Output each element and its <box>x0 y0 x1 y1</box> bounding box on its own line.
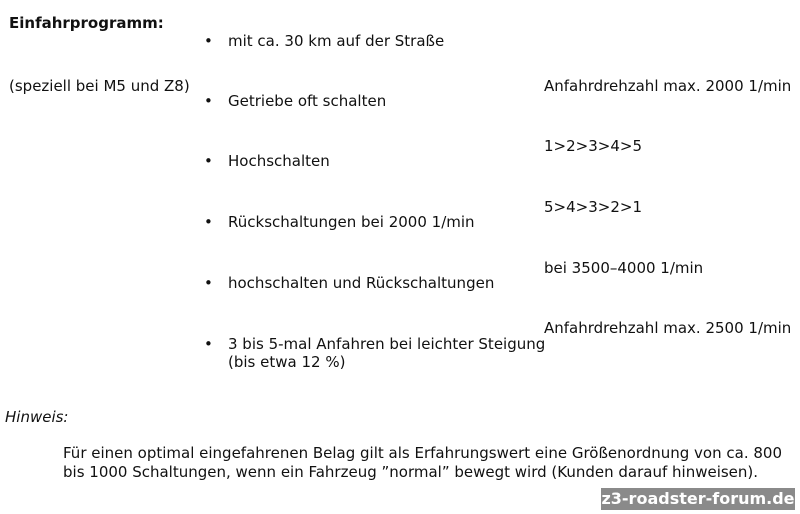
step-5-note: bei 3500–4000 1/min <box>544 259 704 277</box>
hint-label: Hinweis: <box>5 408 69 426</box>
watermark-logo: z3-roadster-forum.de <box>601 489 795 508</box>
bullet-icon: • <box>204 274 213 292</box>
step-2-note: Anfahrdrehzahl max. 2000 1/min <box>544 77 792 95</box>
page-title: Einfahrprogramm: <box>9 14 164 32</box>
step-4-text: Rückschaltungen bei 2000 1/min <box>228 213 475 231</box>
bullet-icon: • <box>204 152 213 170</box>
step-3-text: Hochschalten <box>228 152 330 170</box>
bullet-icon: • <box>204 92 213 110</box>
page-subtitle: (speziell bei M5 und Z8) <box>9 77 190 95</box>
bullet-icon: • <box>204 335 213 353</box>
bullet-icon: • <box>204 32 213 50</box>
step-5-text: hochschalten und Rückschaltungen <box>228 274 495 292</box>
step-6-text-continued: (bis etwa 12 %) <box>228 353 346 371</box>
step-1-text: mit ca. 30 km auf der Straße <box>228 32 445 50</box>
step-3-note: 1>2>3>4>5 <box>544 137 642 155</box>
step-4-note: 5>4>3>2>1 <box>544 198 642 216</box>
step-2-text: Getriebe oft schalten <box>228 92 387 110</box>
step-6-text: 3 bis 5-mal Anfahren bei leichter Steigung <box>228 335 546 353</box>
step-6-note: Anfahrdrehzahl max. 2500 1/min <box>544 319 792 337</box>
bullet-icon: • <box>204 213 213 231</box>
hint-text: Für einen optimal eingefahrenen Belag gilt als Erfahrungswert eine Größenordnung von ca. 800 bis 1000 Schaltungen, wenn ein Fahrzeug ”normal” bewegt wird (Kunden darauf hinweisen). <box>63 444 782 481</box>
